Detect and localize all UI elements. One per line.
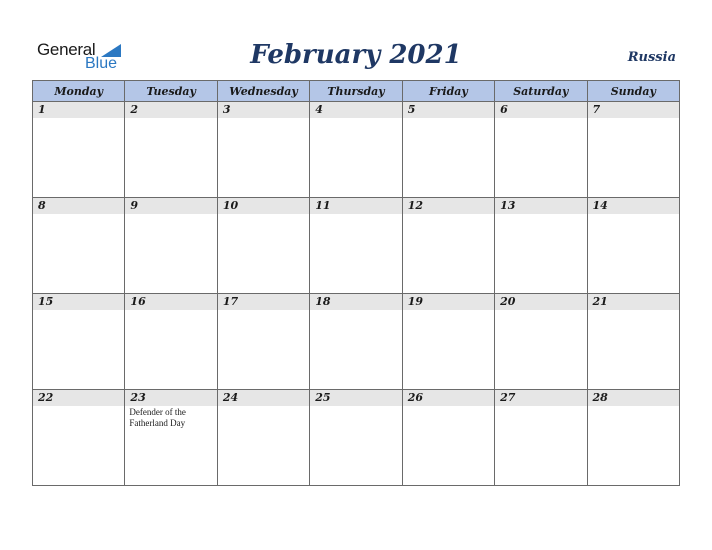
day-number: 4 [310, 102, 401, 118]
weekday-tuesday: Tuesday [125, 81, 217, 102]
day-event [218, 118, 309, 119]
day-number: 23 [125, 390, 216, 406]
day-number: 8 [33, 198, 124, 214]
day-event [403, 214, 494, 215]
day-number: 9 [125, 198, 216, 214]
day-number: 24 [218, 390, 309, 406]
day-number: 20 [495, 294, 586, 310]
day-cell[interactable] [402, 294, 494, 390]
day-cell[interactable] [33, 198, 125, 294]
day-number: 1 [33, 102, 124, 118]
day-number: 22 [33, 390, 124, 406]
day-cell[interactable] [495, 102, 587, 198]
week-row-2 [33, 198, 680, 294]
day-event [588, 310, 679, 311]
weekday-saturday: Saturday [495, 81, 587, 102]
logo-text-general: General [37, 40, 96, 59]
day-number: 13 [495, 198, 586, 214]
day-number: 11 [310, 198, 401, 214]
day-event [33, 310, 124, 311]
day-number: 19 [403, 294, 494, 310]
day-cell[interactable] [217, 198, 309, 294]
day-event [403, 406, 494, 407]
week-row-1 [33, 102, 680, 198]
day-number: 15 [33, 294, 124, 310]
day-event [310, 214, 401, 215]
week-row-4 [33, 390, 680, 486]
day-cell[interactable] [402, 102, 494, 198]
calendar-title: February 2021 [250, 40, 462, 70]
day-event [495, 214, 586, 215]
day-number: 27 [495, 390, 586, 406]
week-row-3 [33, 294, 680, 390]
day-event [310, 118, 401, 119]
day-number: 12 [403, 198, 494, 214]
day-cell[interactable] [402, 390, 494, 486]
day-cell[interactable] [495, 294, 587, 390]
day-cell[interactable] [310, 294, 402, 390]
day-cell[interactable] [310, 102, 402, 198]
day-cell[interactable] [495, 198, 587, 294]
country-label: Russia [627, 50, 676, 65]
day-event [588, 406, 679, 407]
day-event [588, 118, 679, 119]
day-cell[interactable] [217, 102, 309, 198]
weekday-thursday: Thursday [310, 81, 402, 102]
day-event: Defender of the Fatherland Day [129, 407, 186, 428]
day-event [125, 310, 216, 311]
day-number: 3 [218, 102, 309, 118]
weekday-header-row [33, 81, 680, 102]
day-cell[interactable] [587, 390, 679, 486]
day-number: 5 [403, 102, 494, 118]
day-cell[interactable] [495, 390, 587, 486]
day-cell[interactable] [33, 102, 125, 198]
day-event [218, 310, 309, 311]
day-cell[interactable] [310, 198, 402, 294]
day-cell[interactable] [217, 390, 309, 486]
day-cell[interactable] [125, 390, 217, 486]
day-number: 2 [125, 102, 216, 118]
day-event [403, 118, 494, 119]
day-cell[interactable] [125, 198, 217, 294]
day-event [33, 214, 124, 215]
day-cell[interactable] [587, 198, 679, 294]
day-number: 26 [403, 390, 494, 406]
day-cell[interactable] [310, 390, 402, 486]
logo-text-blue: Blue [85, 55, 118, 72]
day-number: 21 [588, 294, 679, 310]
day-number: 18 [310, 294, 401, 310]
day-event [33, 118, 124, 119]
day-cell[interactable] [587, 294, 679, 390]
day-event [125, 118, 216, 119]
day-cell[interactable] [217, 294, 309, 390]
weekday-monday: Monday [33, 81, 125, 102]
day-cell[interactable] [33, 390, 125, 486]
day-event [310, 406, 401, 407]
weekday-sunday: Sunday [587, 81, 679, 102]
day-number: 25 [310, 390, 401, 406]
day-event [33, 406, 124, 407]
day-number: 6 [495, 102, 586, 118]
day-number: 14 [588, 198, 679, 214]
day-number: 17 [218, 294, 309, 310]
day-number: 28 [588, 390, 679, 406]
day-cell[interactable] [125, 294, 217, 390]
day-number: 7 [588, 102, 679, 118]
day-cell[interactable] [125, 102, 217, 198]
day-event [403, 310, 494, 311]
calendar-grid [32, 80, 680, 486]
day-cell[interactable] [587, 102, 679, 198]
day-event [218, 406, 309, 407]
day-event [310, 310, 401, 311]
day-number: 10 [218, 198, 309, 214]
day-event [218, 214, 309, 215]
day-event [495, 406, 586, 407]
day-event [495, 118, 586, 119]
day-number: 16 [125, 294, 216, 310]
weekday-friday: Friday [402, 81, 494, 102]
day-event [125, 214, 216, 215]
day-cell[interactable] [402, 198, 494, 294]
day-event [495, 310, 586, 311]
day-cell[interactable] [33, 294, 125, 390]
day-event [588, 214, 679, 215]
weekday-wednesday: Wednesday [217, 81, 309, 102]
